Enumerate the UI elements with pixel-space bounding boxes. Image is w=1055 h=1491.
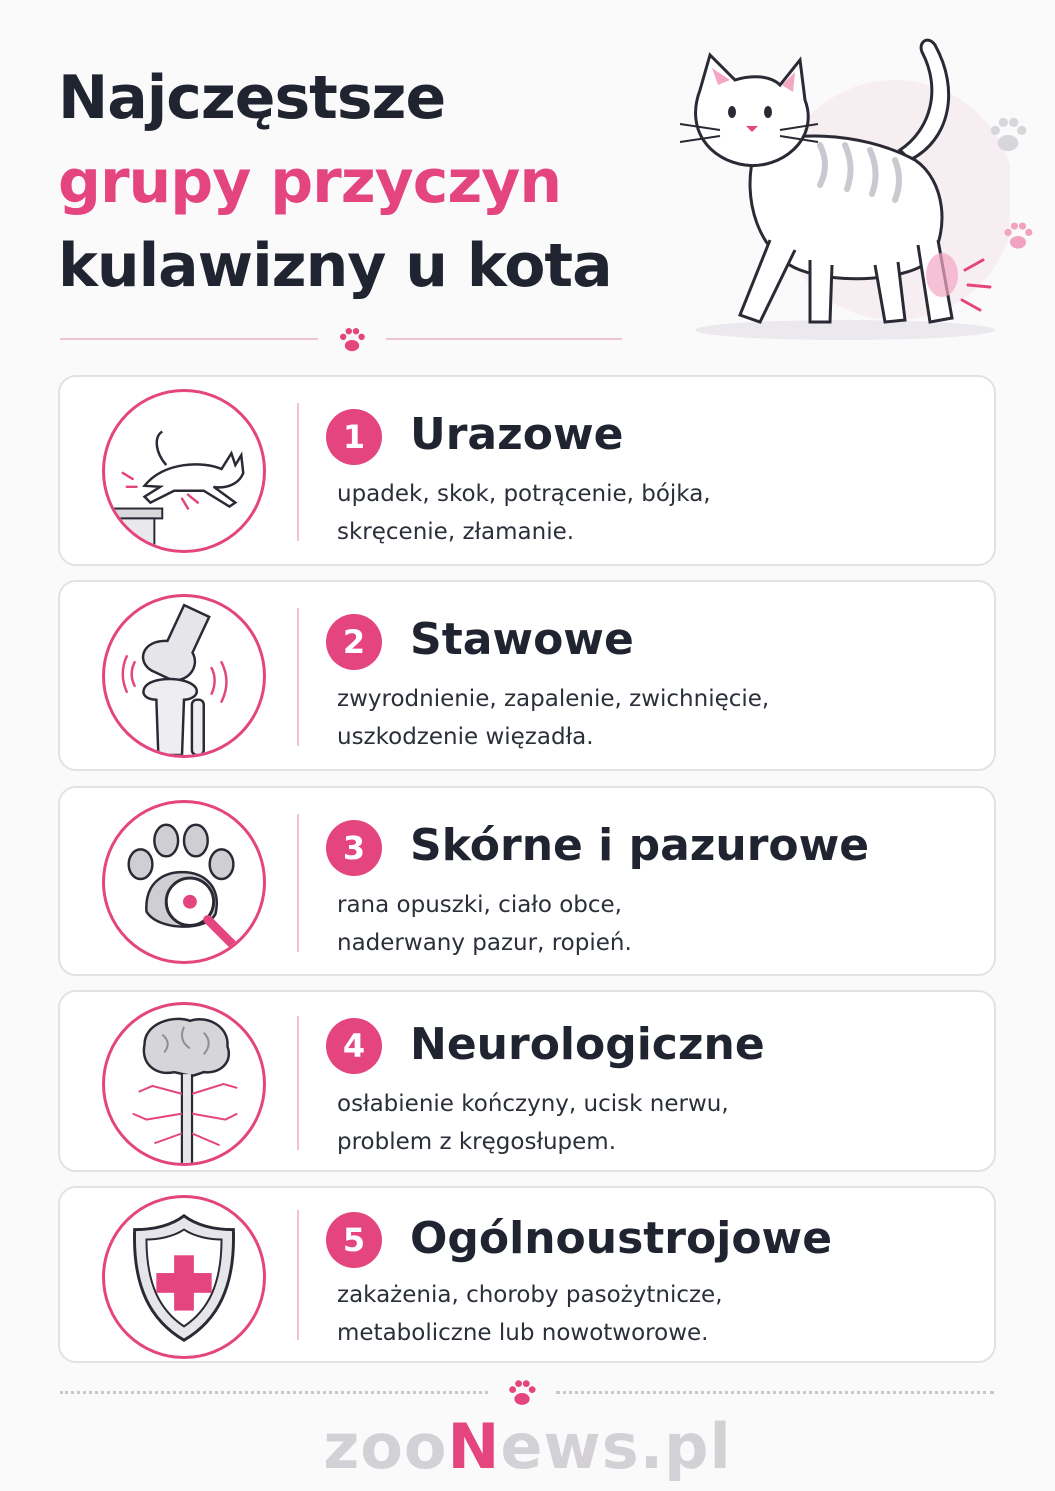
cause-title: Urazowe [410,409,624,460]
description-line: uszkodzenie więzadła. [337,724,594,750]
paw-magnifier-icon [102,800,266,964]
title-line-2: grupy przyczyn [58,147,562,217]
walking-cat-illustration [660,30,1010,350]
shield-cross-icon [102,1195,266,1359]
brain-nerves-icon [102,1002,266,1166]
dotted-divider-left [60,1391,488,1394]
description-line: zakażenia, choroby pasożytnicze, [337,1282,723,1308]
cause-number: 4 [326,1018,382,1074]
card-separator [297,1016,299,1150]
description-line: zwyrodnienie, zapalenie, zwichnięcie, [337,686,770,712]
cause-card-5 [58,1186,996,1363]
description-line: upadek, skok, potrącenie, bójka, [337,481,711,507]
cause-title: Skórne i pazurowe [410,820,870,871]
cause-number: 2 [326,614,382,670]
logo-text: zoo [323,1410,448,1483]
dotted-divider-right [556,1391,994,1394]
card-separator [297,608,299,746]
cause-description [337,475,977,551]
card-separator [297,814,299,952]
description-line: rana opuszki, ciało obce, [337,892,622,918]
description-line: problem z kręgosłupem. [337,1129,617,1155]
divider-right [386,338,622,340]
logo-text: ews.pl [500,1410,732,1483]
page-title [58,56,698,308]
cause-title: Neurologiczne [410,1019,765,1070]
cause-title: Ogólnoustrojowe [410,1213,833,1264]
cause-title: Stawowe [410,614,634,665]
card-separator [297,1210,299,1340]
paw-icon [505,1376,539,1410]
paw-icon [1000,218,1036,254]
cause-description [337,1085,977,1161]
description-line: osłabienie kończyny, ucisk nerwu, [337,1091,729,1117]
cause-description [337,886,977,962]
cause-card-3 [58,786,996,976]
cause-card-4 [58,990,996,1172]
logo-text: N [447,1410,501,1483]
cause-description [337,1276,977,1352]
cause-card-1 [58,375,996,566]
description-line: naderwany pazur, ropień. [337,930,632,956]
paw-icon [985,112,1031,158]
title-line-3: kulawizny u kota [58,231,612,301]
paw-icon [336,324,368,356]
cause-description [337,680,977,756]
description-line: skręcenie, złamanie. [337,519,575,545]
cause-number: 1 [326,409,382,465]
zoonews-logo[interactable] [0,1410,1055,1483]
cause-card-2 [58,580,996,771]
jumping-cat-icon [102,389,266,553]
joint-icon [102,594,266,758]
cause-number: 5 [326,1212,382,1268]
card-separator [297,403,299,541]
divider-left [60,338,318,340]
cause-number: 3 [326,820,382,876]
description-line: metaboliczne lub nowotworowe. [337,1320,709,1346]
title-line-1: Najczęstsze [58,63,446,133]
